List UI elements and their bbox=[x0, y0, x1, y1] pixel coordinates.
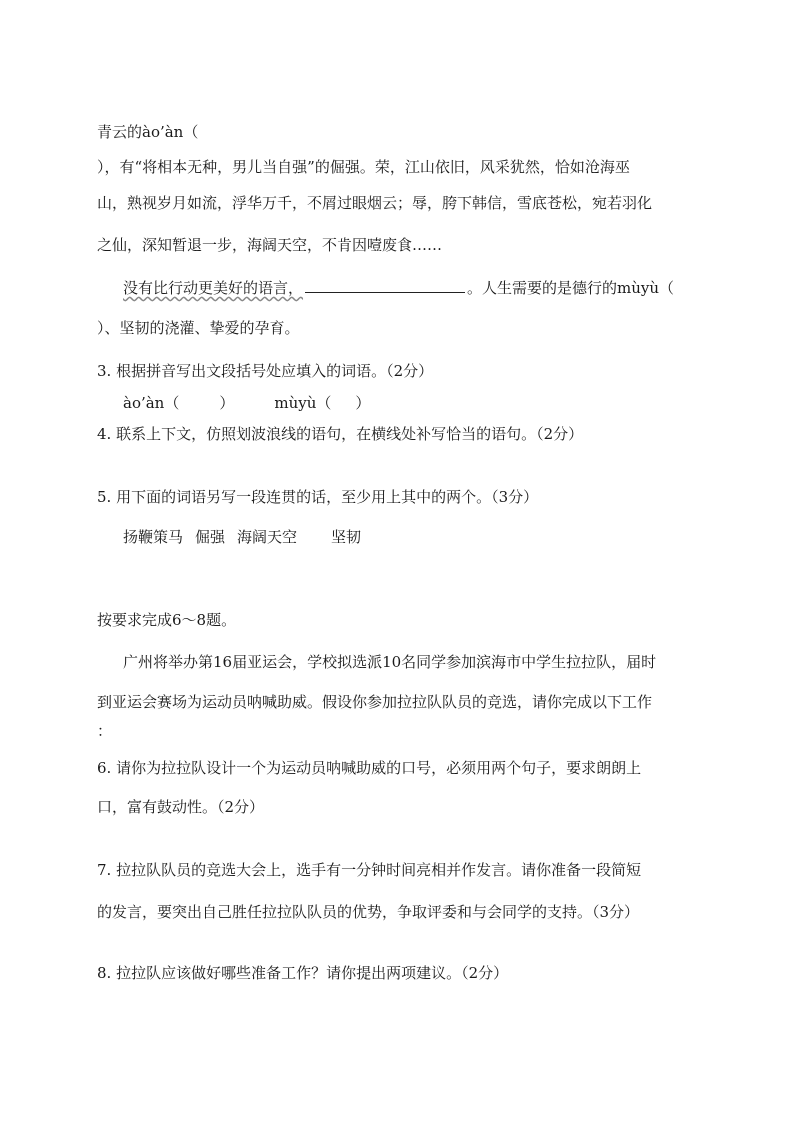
passage-line: ），有“将相本无种，男儿当自强”的倔强。荣，江山依旧，风采犹然，恰如沧海巫 bbox=[97, 158, 630, 176]
question-6: 6. 请你为拉拉队设计一个为运动员呐喊助威的口号，必须用两个句子，要求朗朗上 bbox=[97, 759, 642, 777]
word-item: 倔强 bbox=[195, 528, 226, 546]
word-item: 扬鞭策马 bbox=[123, 528, 184, 546]
passage-text: 。人生需要的是德行的mùyù（ bbox=[467, 279, 675, 297]
passage-line: 青云的ào’àn（ bbox=[97, 123, 199, 141]
section-paragraph: ： bbox=[97, 722, 113, 740]
question-4: 4. 联系上下文，仿照划波浪线的语句，在横线处补写恰当的语句。（2分） bbox=[97, 425, 584, 443]
wavy-underlined-sentence: 没有比行动更美好的语言， bbox=[123, 279, 304, 297]
bracket-close: ） bbox=[219, 394, 235, 412]
word-item: 海阔天空 bbox=[237, 528, 298, 546]
bracket-close: ） bbox=[355, 394, 371, 412]
pinyin-prompt: mùyù（ bbox=[274, 394, 332, 412]
passage-line-with-blank bbox=[123, 278, 674, 298]
question-6-cont: 口，富有鼓动性。（2分） bbox=[97, 798, 265, 816]
question-7: 7. 拉拉队队员的竞选大会上，选手有一分钟时间亮相并作发言。请你准备一段简短 bbox=[97, 861, 642, 879]
section-paragraph: 到亚运会赛场为运动员呐喊助威。假设你参加拉拉队队员的竞选，请你完成以下工作 bbox=[97, 693, 653, 711]
passage-line: ）、坚韧的浇灌、挚爱的孕育。 bbox=[97, 319, 300, 337]
passage-line: 之仙，深知暂退一步，海阔天空，不肯因噎废食…… bbox=[97, 236, 443, 254]
word-item: 坚韧 bbox=[331, 528, 362, 546]
word-list bbox=[123, 527, 361, 547]
question-8: 8. 拉拉队应该做好哪些准备工作？请你提出两项建议。（2分） bbox=[97, 964, 509, 982]
pinyin-answers bbox=[123, 393, 370, 413]
pinyin-prompt: ào’àn（ bbox=[123, 394, 180, 412]
section-paragraph: 广州将举办第16届亚运会，学校拟选派10名同学参加滨海市中学生拉拉队，届时 bbox=[123, 653, 657, 671]
question-5: 5. 用下面的词语另写一段连贯的话，至少用上其中的两个。（3分） bbox=[97, 488, 539, 506]
question-3: 3. 根据拼音写出文段括号处应填入的词语。（2分） bbox=[97, 362, 434, 380]
answer-blank-line[interactable] bbox=[305, 278, 465, 293]
question-7-cont: 的发言，要突出自己胜任拉拉队队员的优势，争取评委和与会同学的支持。（3分） bbox=[97, 903, 640, 921]
section-intro: 按要求完成6～8题。 bbox=[97, 611, 237, 629]
passage-line: 山，熟视岁月如流，浮华万千，不屑过眼烟云；辱，胯下韩信，雪底苍松，宛若羽化 bbox=[97, 194, 653, 212]
